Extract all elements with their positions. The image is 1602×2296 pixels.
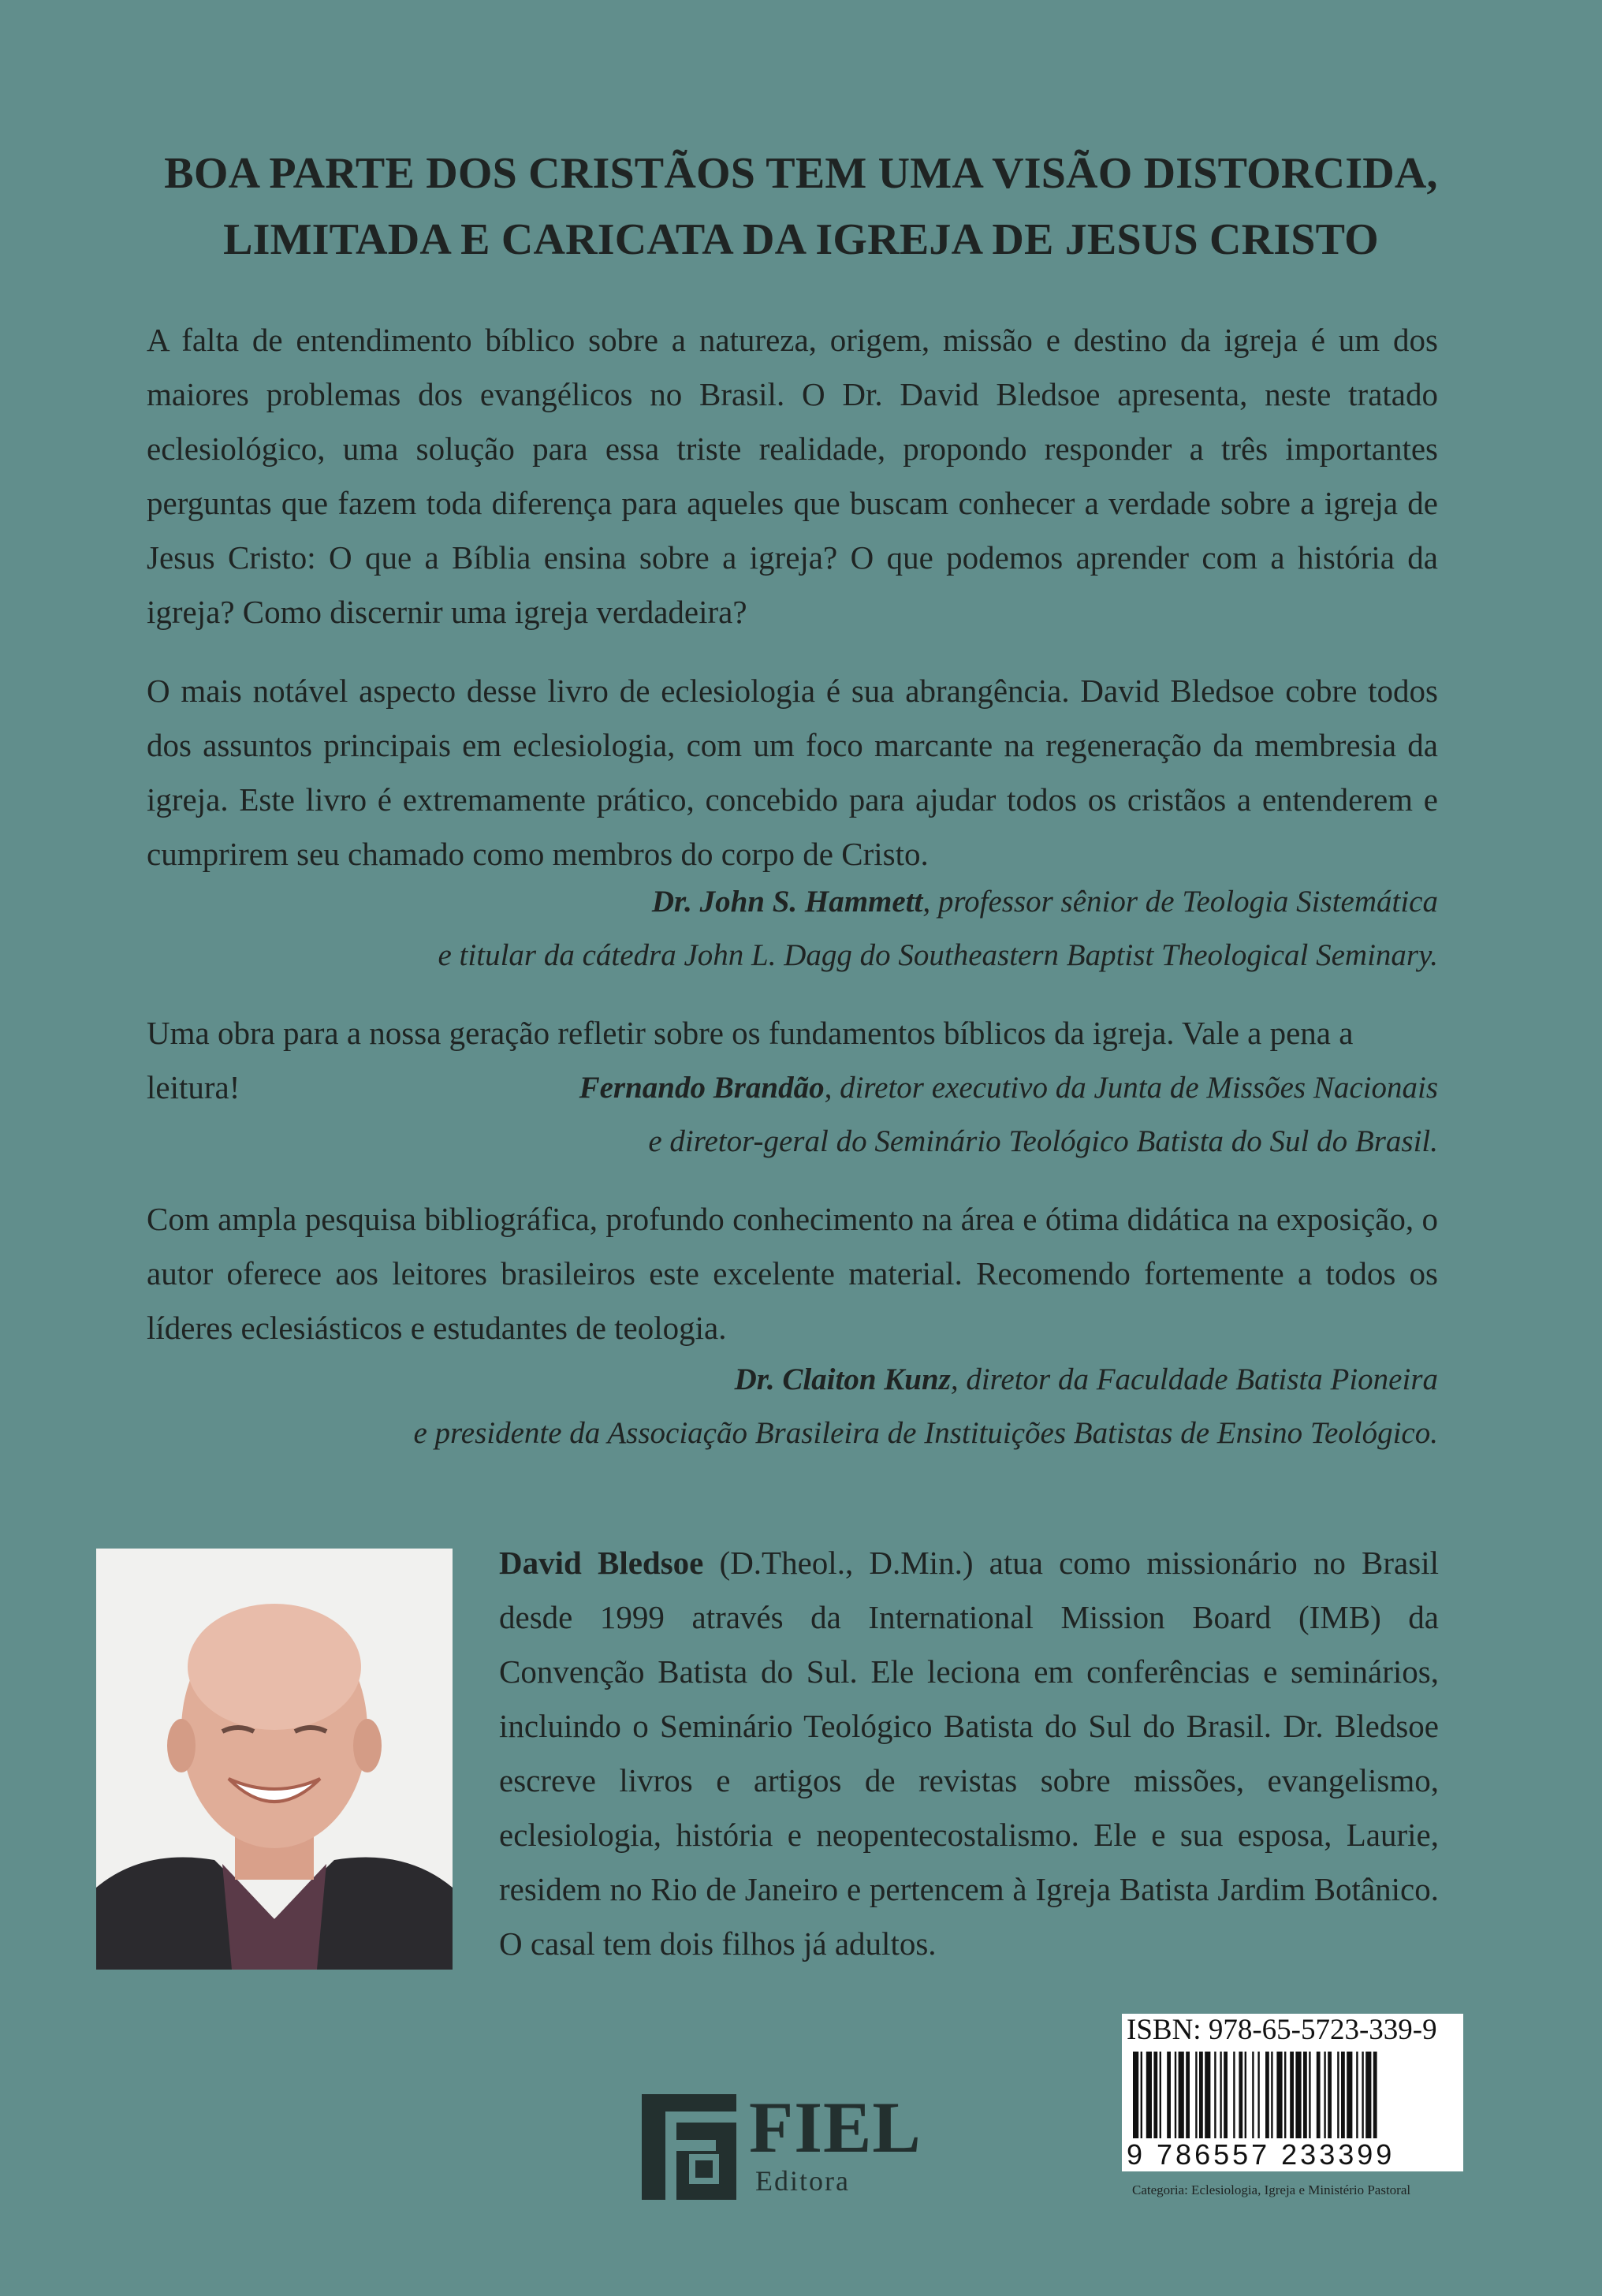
barcode-bar [1167,2052,1171,2138]
publisher-subtitle: Editora [755,2165,850,2197]
barcode-digits: 9 786557 233399 [1127,2138,1395,2171]
author-portrait-illustration [96,1549,453,1970]
barcode-box [1122,2014,1463,2171]
barcode-bar [1179,2052,1184,2138]
endorsement-attribution-3 [98,1353,1438,1460]
headline-line-2: LIMITADA E CARICATA DA IGREJA DE JESUS CRISTO [223,215,1379,264]
endorser-name-3: Dr. Claiton Kunz [734,1362,951,1396]
barcode-bar [1271,2052,1272,2138]
barcode-bar [1141,2052,1142,2138]
barcode-bar [1133,2052,1138,2138]
barcode-bar [1160,2052,1161,2138]
barcode-bar [1195,2052,1197,2138]
barcode-bar [1199,2052,1203,2138]
endorser-name-2: Fernando Brandão [579,1071,825,1105]
barcode-bar [1303,2052,1307,2138]
headline-line-1: BOA PARTE DOS CRISTÃOS TEM UMA VISÃO DISTORCIDA, [164,149,1438,198]
endorser-role-2b: e diretor-geral do Seminário Teológico Batista do Sul do Brasil. [648,1124,1438,1158]
barcode-bar [1290,2052,1294,2138]
category-label: Categoria: Eclesiologia, Igreja e Ministério Pastoral [1132,2182,1411,2197]
endorser-name-1: Dr. John S. Hammett [651,885,923,919]
author-bio-text: (D.Theol., D.Min.) atua como missionário no Brasil desde 1999 através da International Mission Board (IMB) da Convenção Batista do Sul. Ele leciona em conferências e seminários, incluindo o Seminário Teológico Batista do Sul do Brasil. Dr. Bledsoe escreve livros e artigos de revistas sobre missões, evangelismo, eclesiologia, história e neopentecostalismo. Ele e sua esposa, Laurie, residem no Rio de Janeiro e pertencem à Igreja Batista Jardim Botânico. O casal tem dois filhos já adultos. [499,1545,1439,1962]
barcode-bar [1153,2052,1157,2138]
barcode-bar [1309,2052,1310,2138]
author-photo [96,1549,453,1970]
barcode-bar [1356,2052,1358,2138]
barcode-bar [1337,2052,1339,2138]
endorsement-quote-2: Uma obra para a nossa geração refletir sobre os fundamentos bíblicos da igreja. Vale a pena a leitura! [147,1015,1354,1105]
barcode-bar [1239,2052,1242,2138]
endorser-role-3a: , diretor da Faculdade Batista Pioneira [950,1362,1438,1396]
barcode-bar [1214,2052,1216,2138]
barcode-bar [1365,2052,1371,2138]
isbn-label: ISBN: 978-65-5723-339-9 [1127,2014,1437,2046]
publisher-emblem-icon [642,2094,744,2205]
barcode-bar [1175,2052,1176,2138]
barcode-bar [1220,2052,1221,2138]
author-bio [499,1536,1439,1971]
endorser-role-2a: , diretor executivo da Junta de Missões Nacionais [824,1071,1438,1105]
barcode-bar [1324,2052,1325,2138]
endorsement-attribution-1 [98,875,1438,982]
publisher-logo [642,2087,973,2208]
headline [118,140,1484,273]
barcode-bar [1265,2052,1269,2138]
barcode-bar [1224,2052,1228,2138]
barcode-bar [1284,2052,1286,2138]
barcode-graphic [1130,2052,1456,2138]
barcode-bar [1233,2052,1235,2138]
intro-paragraph: A falta de entendimento bíblico sobre a natureza, origem, missão e destino da igreja é um dos maiores problemas dos evangélicos no Brasil. O Dr. David Bledsoe apresenta, neste tratado eclesiológico, uma solução para essa triste realidade, propondo responder a três importantes perguntas que fazem toda diferença para aqueles que buscam conhecer a verdade sobre a igreja de Jesus Cristo: O que a Bíblia ensina sobre a igreja? O que podemos aprender com a história da igreja? Como discernir uma igreja verdadeira? [147,322,1438,630]
barcode-bar [1205,2052,1210,2138]
barcode-bar [1186,2052,1190,2138]
barcode-bar [1276,2052,1282,2138]
barcode-bar [1257,2052,1259,2138]
barcode-bar [1362,2052,1363,2138]
endorser-role-1b: e titular da cátedra John L. Dagg do Southeastern Baptist Theological Seminary. [438,938,1438,972]
endorser-role-3b: e presidente da Associação Brasileira de Instituições Batistas de Ensino Teológico. [413,1416,1438,1450]
author-name: David Bledsoe [499,1545,704,1581]
endorser-role-1a: , professor sênior de Teologia Sistemática [922,885,1438,919]
barcode-bar [1146,2052,1152,2138]
barcode-bar [1373,2052,1377,2138]
barcode-bar [1328,2052,1332,2138]
endorsement-quote-3: Com ampla pesquisa bibliográfica, profundo conhecimento na área e ótima didática na exposição, o autor oferece aos leitores brasileiros este excelente material. Recomendo fortemente a todos os líderes eclesiásticos e estudantes de teologia. [147,1201,1438,1346]
barcode-bar [1341,2052,1345,2138]
barcode-bar [1245,2052,1246,2138]
barcode-bar [1295,2052,1301,2138]
publisher-name: FIEL [749,2087,922,2167]
barcode-bar [1252,2052,1254,2138]
barcode-bar [1347,2052,1352,2138]
endorsement-quote-1: O mais notável aspecto desse livro de eclesiologia é sua abrangência. David Bledsoe cobre todos dos assuntos principais em eclesiologia, com um foco marcante na regeneração da membresia da igreja. Este livro é extremamente prático, concebido para ajudar todos os cristãos a entenderem e cumprirem seu chamado como membros do corpo de Cristo. [147,673,1438,872]
barcode-bar [1317,2052,1321,2138]
endorsement-attribution-2 [98,1061,1438,1168]
